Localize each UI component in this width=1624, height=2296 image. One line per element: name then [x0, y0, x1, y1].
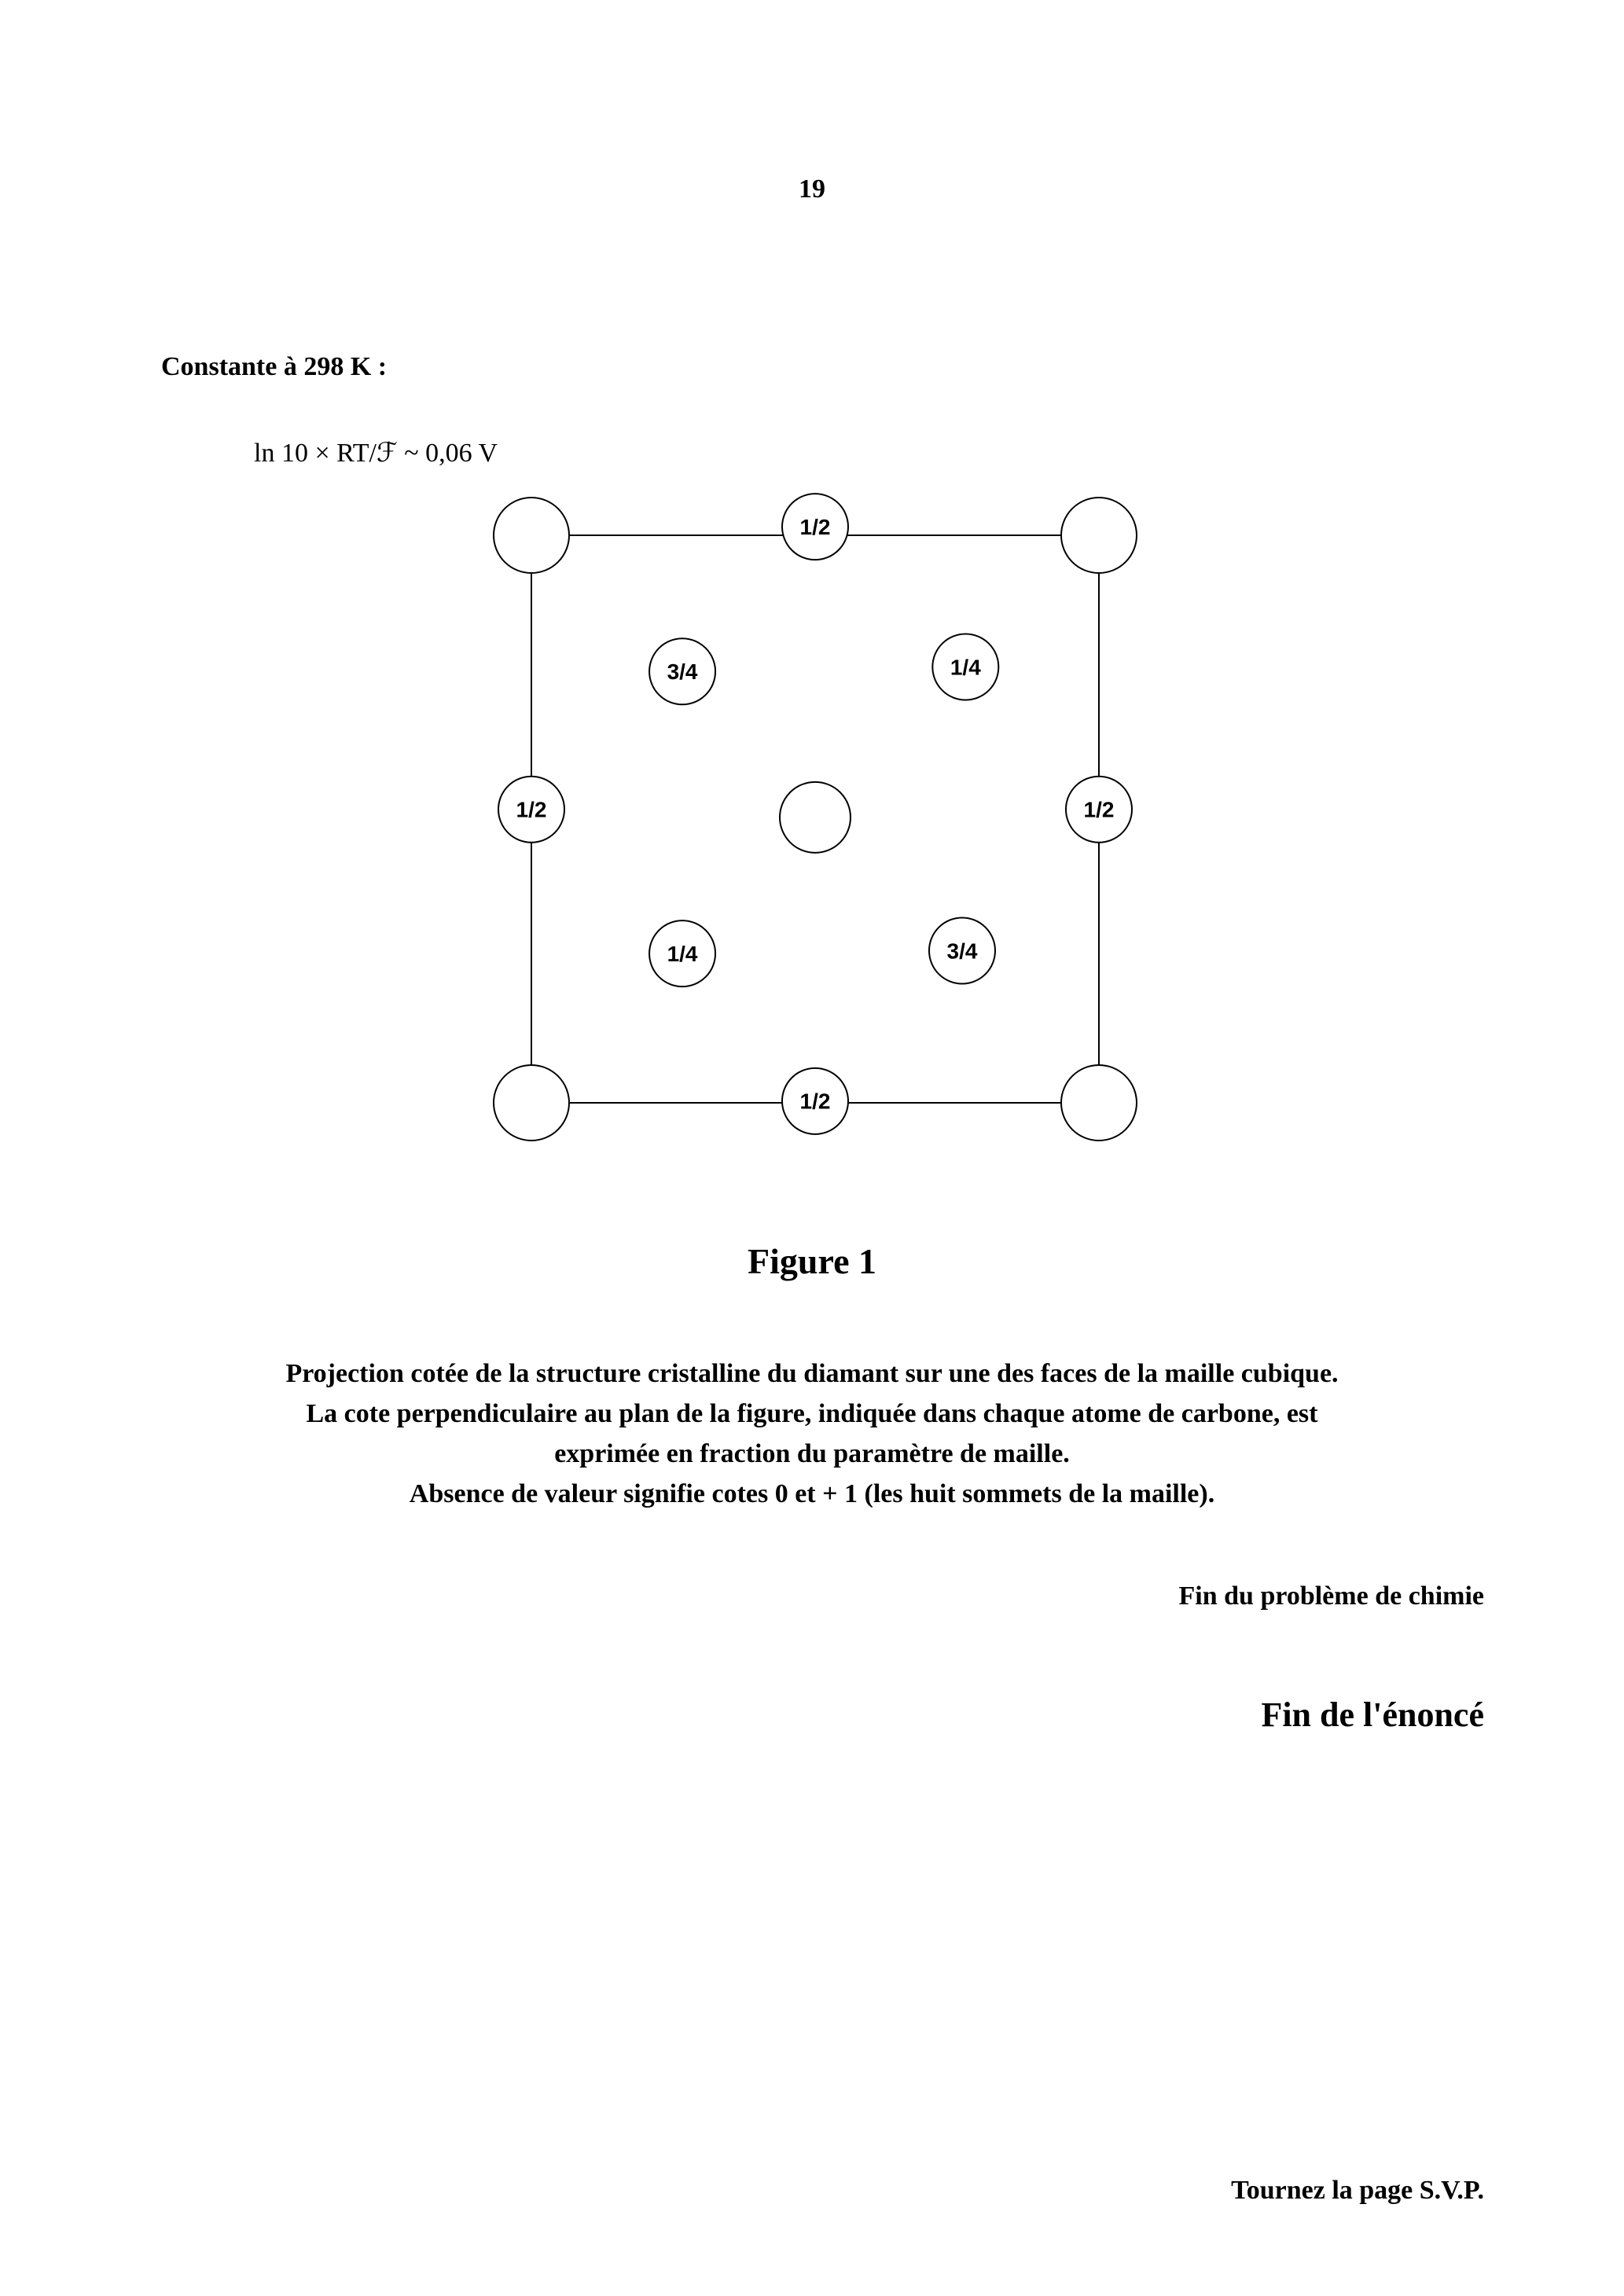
atom-cote-label: 1/4: [950, 655, 981, 680]
atom-cote-label: 1/2: [516, 797, 547, 822]
atom-cote-label: 3/4: [667, 659, 698, 685]
description-line-1: Projection cotée de la structure cristalline du diamant sur une des faces de la maille cubique.: [285, 1359, 1339, 1388]
crystal-projection-diagram: [487, 487, 1179, 1179]
carbon-atom-labeled: [932, 634, 998, 700]
atom-cote-label: 3/4: [946, 939, 978, 964]
atom-circle: [494, 498, 569, 573]
carbon-atom-labeled: [782, 1068, 848, 1134]
carbon-atom-labeled: [1066, 777, 1132, 843]
end-of-statement-note: Fin de l'énoncé: [1261, 1695, 1484, 1734]
atom-cote-label: 1/2: [799, 1089, 831, 1114]
description-line-2: La cote perpendiculaire au plan de la figure, indiquée dans chaque atome de carbone, est: [306, 1399, 1318, 1428]
atom-cote-label: 1/4: [667, 941, 698, 966]
carbon-atom: [780, 782, 851, 853]
figure-description: [105, 1354, 1519, 1514]
atom-circle: [1061, 498, 1137, 573]
figure-caption: Figure 1: [748, 1241, 876, 1281]
carbon-atom: [494, 498, 569, 573]
carbon-atom: [494, 1065, 569, 1141]
turn-page-note: Tournez la page S.V.P.: [1231, 2176, 1484, 2205]
carbon-atom: [1061, 1065, 1137, 1141]
description-line-4: Absence de valeur signifie cotes 0 et + 1 (les huit sommets de la maille).: [409, 1479, 1215, 1508]
carbon-atom-labeled: [498, 777, 564, 843]
atom-circle: [1061, 1065, 1137, 1141]
end-of-chemistry-note: Fin du problème de chimie: [1178, 1581, 1484, 1611]
page-number: 19: [799, 174, 825, 204]
atom-cote-label: 1/2: [1083, 797, 1115, 822]
carbon-atom-labeled: [929, 918, 995, 984]
atom-circle: [494, 1065, 569, 1141]
description-line-3: exprimée en fraction du paramètre de maille.: [554, 1439, 1070, 1468]
atom-cote-label: 1/2: [799, 514, 831, 539]
constant-heading: Constante à 298 K :: [161, 352, 388, 381]
carbon-atom: [1061, 498, 1137, 573]
atom-circle: [780, 782, 851, 853]
nernst-constant-formula: ln 10 × RT/ℱ ~ 0,06 V: [254, 439, 498, 468]
carbon-atom-labeled: [782, 494, 848, 560]
carbon-atom-labeled: [649, 638, 715, 704]
carbon-atom-labeled: [649, 920, 715, 986]
